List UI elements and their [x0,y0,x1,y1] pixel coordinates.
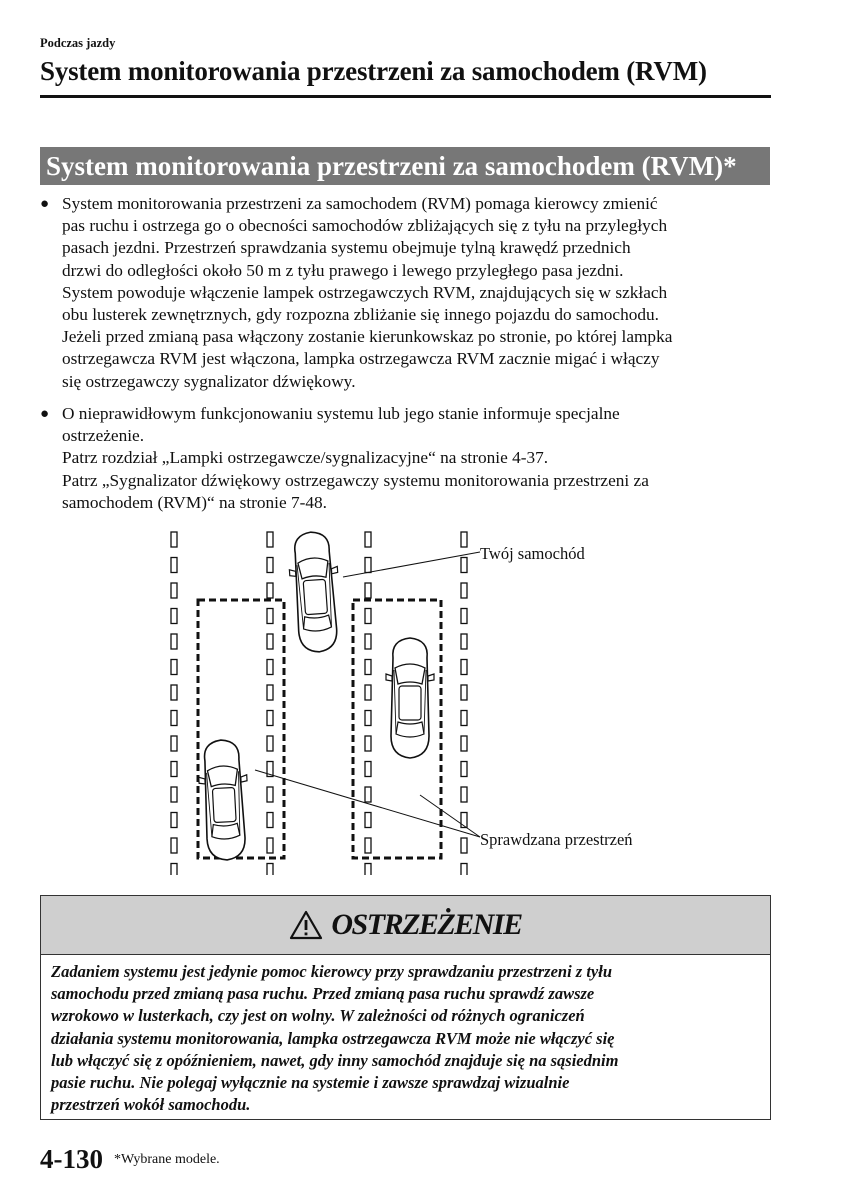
warning-text [41,955,770,1116]
bullet-item-malfunction [40,403,775,514]
lane-marking-1 [171,532,177,875]
warning-triangle-icon [289,910,323,940]
lane-marking-4 [461,532,467,875]
lane-dash [461,685,467,700]
lane-dash [171,558,177,573]
label-checked-area: Sprawdzana przestrzeń [480,830,633,849]
text-line: ostrzegawcza RVM jest włączona, lampka ostrzegawcza RVM zacznie migać i włączy [62,349,660,369]
section-title-bar: System monitorowania przestrzeni za samochodem (RVM)* [40,147,770,185]
lane-dash [365,813,371,828]
lane-dash [171,660,177,675]
callout-own-car [343,552,480,577]
lane-dash [171,736,177,751]
lane-dash [365,711,371,726]
text-line: ostrzeżenie. [62,426,145,446]
lane-dash [171,532,177,547]
text-line: samochodu przed zmianą pasa ruchu. Przed zmianą pasa ruchu sprawdź zawsze [51,984,595,1004]
text-line: samochodem (RVM)“ na stronie 7-48. [62,492,327,512]
lane-dash [267,787,273,802]
text-line: Jeżeli przed zmianą pasa włączony zostanie kierunkowskaz po stronie, po której lampka [62,327,673,347]
lane-dash [267,838,273,853]
lane-dash [171,685,177,700]
label-own-car: Twój samochód [480,544,585,563]
lane-dash [267,864,273,876]
lane-dash [171,711,177,726]
lane-dash [171,634,177,649]
lane-dash [365,660,371,675]
text-line: wzrokowo w lusterkach, czy jest on wolny. W zależności od różnych ograniczeń [51,1006,585,1026]
bullet-text [62,403,775,514]
lane-dash [171,583,177,598]
text-line: lub włączyć się z opóźnieniem, nawet, gdy inny samochód znajduje się na sąsiednim [51,1050,619,1070]
lane-dash [365,762,371,777]
lane-dash [365,583,371,598]
lane-dash [171,762,177,777]
lane-marking-2 [267,532,273,875]
lane-dash [461,558,467,573]
lane-dash [461,609,467,624]
own-car-icon [287,530,343,653]
lane-dash [267,532,273,547]
warning-title: OSTRZEŻENIE [331,908,522,941]
lane-dash [171,813,177,828]
lane-dash [461,711,467,726]
text-line: Patrz rozdział „Lampki ostrzegawcze/sygnalizacyjne“ na stronie 4-37. [62,448,549,468]
warning-header [41,896,770,955]
lane-dash [365,685,371,700]
text-line: pasie ruchu. Nie polegaj wyłącznie na systemie i zawsze sprawdzaj wizualnie [51,1073,570,1093]
lane-dash [461,634,467,649]
text-line: System monitorowania przestrzeni za samochodem (RVM) pomaga kierowcy zmienić [62,194,658,213]
text-line: działania systemu monitorowania, lampka ostrzegawcza RVM może nie włączyć się [51,1028,615,1048]
approaching-car-right-icon [386,638,434,758]
lane-dash [171,787,177,802]
lane-dash [267,634,273,649]
text-line: O nieprawidłowym funkcjonowaniu systemu lub jego stanie informuje specjalne [62,404,620,423]
lane-dash [365,532,371,547]
lane-dash [365,558,371,573]
lane-dash [171,609,177,624]
text-line: Patrz „Sygnalizator dźwiękowy ostrzegawczy systemu monitorowania przestrzeni za [62,470,649,490]
text-line: pas ruchu i ostrzega go o obecności samochodów zbliżających się z tyłu na przyległych [62,216,668,236]
bullet-item-rvm-description [40,193,775,393]
lane-dash [365,609,371,624]
text-line: Zadaniem systemu jest jedynie pomoc kierowcy przy sprawdzaniu przestrzeni z tyłu [51,962,613,981]
lane-dash [461,864,467,876]
rvm-lane-diagram [160,530,680,875]
text-line: się ostrzegawczy sygnalizator dźwiękowy. [62,371,356,391]
bullet-text [62,193,775,393]
page-number: 4-130 [40,1144,103,1174]
bullet-icon: ● [40,406,50,422]
lane-dash [365,736,371,751]
text-line: przestrzeń wokół samochodu. [51,1095,251,1115]
chapter-title: System monitorowania przestrzeni za samochodem (RVM) [40,56,707,86]
callout-zone-right [420,795,480,837]
warning-box [40,895,771,1120]
text-line: pasach jezdni. Przestrzeń sprawdzania systemu obejmuje tylną krawędź przednich [62,238,631,258]
bullet-icon: ● [40,196,50,212]
text-line: System powoduje włączenie lampek ostrzegawczych RVM, znajdujących się w szkłach [62,282,668,302]
lane-dash [267,660,273,675]
footnote: *Wybrane modele. [114,1152,220,1167]
lane-dash [461,762,467,777]
lane-dash [171,838,177,853]
text-line: obu lusterek zewnętrznych, gdy rozpozna zbliżanie się innego pojazdu do samochodu. [62,305,659,325]
lane-dash [461,532,467,547]
title-rule [40,95,771,98]
approaching-car-left-icon [197,739,251,861]
lane-dash [365,838,371,853]
lane-marking-3 [365,532,371,875]
lane-dash [267,558,273,573]
lane-dash [365,864,371,876]
lane-dash [267,685,273,700]
lane-dash [461,787,467,802]
lane-dash [267,609,273,624]
lane-dash [461,736,467,751]
lane-dash [461,660,467,675]
lane-dash [365,787,371,802]
text-line: drzwi do odległości około 50 m z tyłu prawego i lewego przyległego pasa jezdni. [62,260,624,280]
lane-dash [267,813,273,828]
lane-dash [267,736,273,751]
lane-dash [461,838,467,853]
lane-dash [267,711,273,726]
lane-dash [171,864,177,876]
section-label: Podczas jazdy [40,36,116,50]
lane-dash [461,583,467,598]
lane-dash [267,583,273,598]
lane-dash [365,634,371,649]
